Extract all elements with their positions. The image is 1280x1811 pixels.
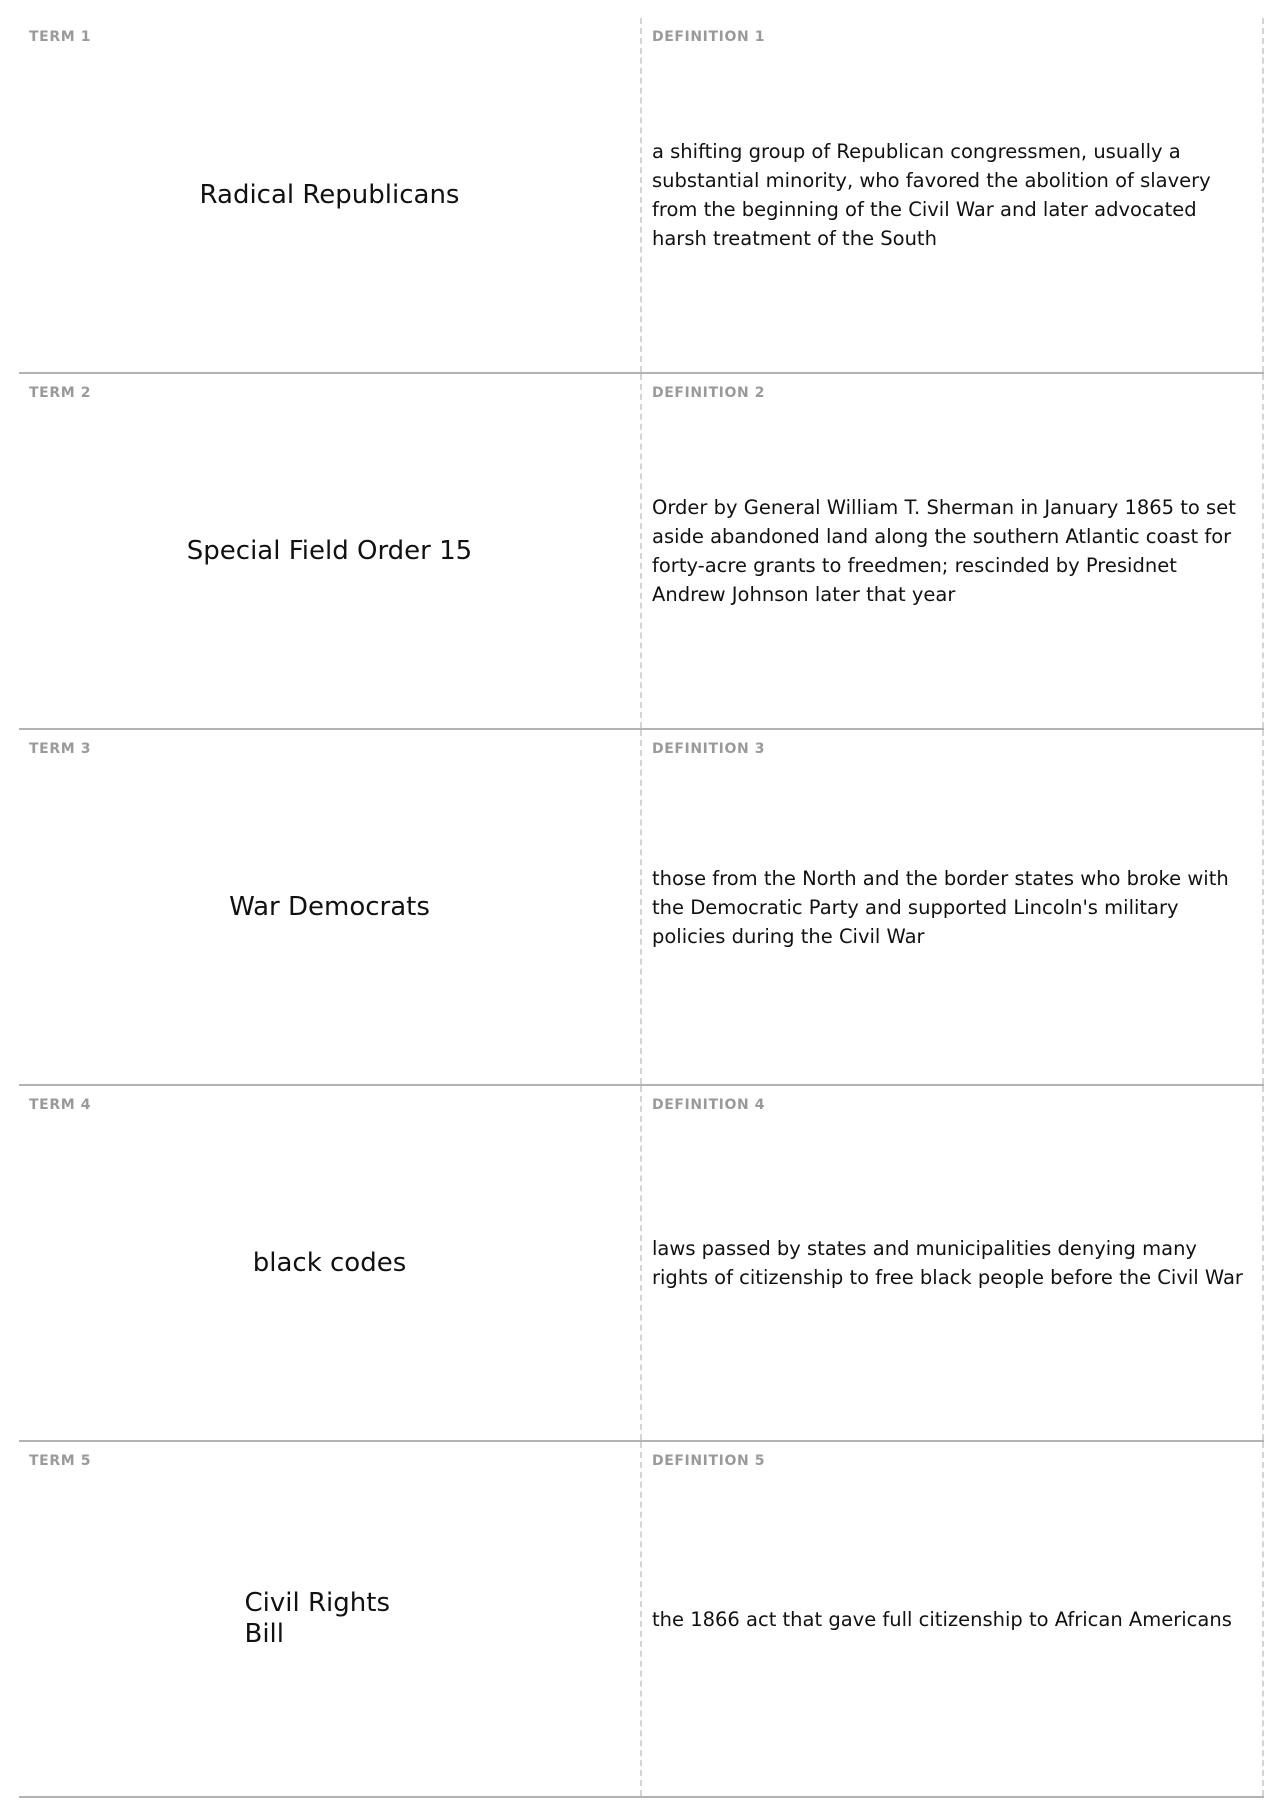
term-value: black codes (252, 1247, 407, 1278)
term-text (19, 374, 640, 728)
term-side (19, 18, 642, 372)
term-side (19, 1086, 642, 1440)
term-label: TERM 2 (29, 385, 92, 401)
definition-text (652, 374, 1256, 728)
definition-value: those from the North and the border states who broke with the Democratic Party and supported Lincoln's military policies during the Civil War (652, 866, 1229, 948)
term-side (19, 1442, 642, 1796)
definition-value: the 1866 act that gave full citizenship to African Americans (652, 1607, 1232, 1631)
definition-text (652, 730, 1256, 1084)
definition-label: DEFINITION 2 (652, 385, 766, 401)
definition-label: DEFINITION 1 (652, 29, 766, 45)
definition-value: a shifting group of Republican congressmen, usually a substantial minority, who favored the abolition of slavery from the beginning of the Civil War and later advocated harsh treatment of the South (652, 140, 1211, 250)
definition-side (642, 18, 1264, 372)
flashcard (19, 1442, 1264, 1798)
term-label: TERM 3 (29, 741, 92, 757)
definition-side (642, 1086, 1264, 1440)
definition-text (652, 1086, 1256, 1440)
term-text (19, 1086, 640, 1440)
definition-text (652, 1442, 1256, 1796)
definition-side (642, 730, 1264, 1084)
term-value: War Democrats (229, 891, 430, 922)
term-text (19, 730, 640, 1084)
definition-side (642, 374, 1264, 728)
definition-label: DEFINITION 3 (652, 741, 766, 757)
term-side (19, 374, 642, 728)
term-label: TERM 1 (29, 29, 92, 45)
definition-label: DEFINITION 5 (652, 1453, 766, 1469)
definition-label: DEFINITION 4 (652, 1097, 766, 1113)
term-value: Special Field Order 15 (186, 535, 473, 566)
term-side (19, 730, 642, 1084)
term-value: Civil Rights Bill (244, 1588, 390, 1649)
flashcard (19, 18, 1264, 374)
flashcard-sheet (19, 18, 1264, 1798)
flashcard (19, 730, 1264, 1086)
term-text (19, 1442, 640, 1796)
definition-text (652, 18, 1256, 372)
term-label: TERM 4 (29, 1097, 92, 1113)
flashcard (19, 1086, 1264, 1442)
definition-value: Order by General William T. Sherman in January 1865 to set aside abandoned land along the southern Atlantic coast for forty-acre grants to freedmen; rescinded by Presidnet Andrew Johnson later that year (652, 496, 1236, 606)
term-label: TERM 5 (29, 1453, 92, 1469)
term-value: Radical Republicans (199, 179, 460, 210)
definition-side (642, 1442, 1264, 1796)
term-text (19, 18, 640, 372)
flashcard (19, 374, 1264, 730)
definition-value: laws passed by states and municipalities denying many rights of citizenship to free black people before the Civil War (652, 1237, 1243, 1289)
